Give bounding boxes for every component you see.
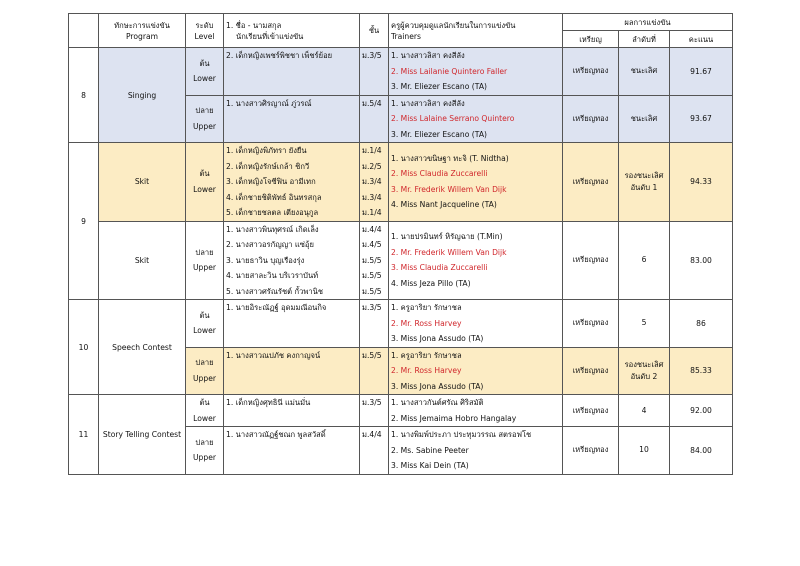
level-label: Lower xyxy=(193,74,216,84)
student-name: 2. เด็กหญิงเพชร์พิชชา เพ็ชร์ย้อย xyxy=(226,51,333,60)
trainers-cell xyxy=(389,427,563,475)
level-label: Upper xyxy=(193,453,216,463)
medal-cell: เหรียญทอง xyxy=(563,300,619,348)
rank-text: ชนะเลิศ xyxy=(630,113,658,123)
score-cell: 86 xyxy=(670,300,733,348)
medal-cell: เหรียญทอง xyxy=(563,395,619,427)
student-name: 1. นางสาวศิรญาณ์ ภู่วรณ์ xyxy=(226,98,312,108)
student-grade: ม.2/5 xyxy=(362,161,382,171)
level-label: Upper xyxy=(193,373,216,383)
students-cell xyxy=(224,95,360,143)
grades-cell xyxy=(360,143,389,222)
trainer-name: 1. นางพิมพ์ประภา ประทุมวรรณ สตรอฟโช xyxy=(391,430,532,439)
level-label: Lower xyxy=(193,184,216,194)
trainer-name: 2. Mr. Ross Harvey xyxy=(391,366,462,375)
level-label: ปลาย xyxy=(195,247,214,257)
rank-text: อันดับ 2 xyxy=(630,371,658,381)
student-grade: ม.4/4 xyxy=(362,430,382,439)
trainers-cell xyxy=(389,395,563,427)
rank-text: อันดับ 1 xyxy=(630,182,658,192)
table-row xyxy=(69,48,733,96)
student-name: 1. เด็กหญิงศุทธินี แม่นมั่น xyxy=(226,398,311,407)
student-name: 4. นายสาละวิน บริเวราบันท์ xyxy=(226,271,319,280)
trainers-cell xyxy=(389,300,563,348)
student-name: 4. เด็กชายชิติพัทธ์ อินทรสกุล xyxy=(226,192,322,202)
students-cell xyxy=(224,48,360,96)
level-label: ปลาย xyxy=(195,358,214,368)
rank-cell xyxy=(619,395,670,427)
trainer-name: 2. Miss Jemaima Hobro Hangalay xyxy=(391,413,517,423)
program-name: Skit xyxy=(99,221,186,300)
trainer-name: 2. Miss Lailanie Quintero Faller xyxy=(391,66,508,76)
rank-text: ชนะเลิศ xyxy=(630,66,658,76)
trainer-name: 3. Miss Jona Assudo (TA) xyxy=(391,381,484,391)
student-name: 2. เด็กหญิงรักษ์เกล้า ชิกวี xyxy=(226,161,310,171)
student-grade: ม.4/4 xyxy=(362,224,382,234)
trainers-cell xyxy=(389,143,563,222)
student-grade: ม.3/5 xyxy=(362,303,382,312)
header-medal: เหรียญ xyxy=(563,31,619,48)
student-grade: ม.3/4 xyxy=(362,177,382,186)
medal-cell: เหรียญทอง xyxy=(563,48,619,96)
level-label: ปลาย xyxy=(195,437,214,447)
grades-cell xyxy=(360,395,389,427)
level-label: ปลาย xyxy=(195,106,214,116)
level-cell xyxy=(186,48,224,96)
level-label: ต้น xyxy=(199,398,210,407)
level-cell xyxy=(186,143,224,222)
student-name: 1. นายอิระณัฏฐ์ อุดมมณีอนกิจ xyxy=(226,303,327,312)
rank-text: 6 xyxy=(641,255,647,265)
student-grade: ม.3/4 xyxy=(362,192,382,202)
program-name: Singing xyxy=(99,48,186,143)
header-student-name: 1. ชื่อ - นามสกุล นักเรียนที่เข้าแข่งขัน xyxy=(224,14,360,48)
program-number: 8 xyxy=(69,48,99,143)
trainer-name: 3. Miss Kai Dein (TA) xyxy=(391,461,469,470)
table-row xyxy=(69,143,733,222)
students-cell xyxy=(224,395,360,427)
medal-cell: เหรียญทอง xyxy=(563,221,619,300)
program-name: Speech Contest xyxy=(99,300,186,395)
grades-cell xyxy=(360,221,389,300)
grades-cell xyxy=(360,300,389,348)
table-row xyxy=(69,395,733,427)
score-cell: 83.00 xyxy=(670,221,733,300)
students-cell xyxy=(224,347,360,395)
trainer-name: 2. Mr. Frederik Willem Van Dijk xyxy=(391,247,507,257)
trainer-name: 1. นางสาวลิสา คงสีลัง xyxy=(391,98,465,108)
student-name: 3. เด็กหญิงโจซีฟิน อามีเทก xyxy=(226,177,316,186)
trainers-cell xyxy=(389,95,563,143)
trainer-name: 2. Ms. Sabine Peeter xyxy=(391,445,469,455)
trainer-name: 1. นายปรมินทร์ หิรัญฉาย (T.Min) xyxy=(391,232,503,242)
trainer-name: 1. นางสาวกันต์ศรัณ ศิริสมัติ xyxy=(391,398,484,407)
student-grade: ม.1/4 xyxy=(362,146,382,155)
student-grade: ม.1/4 xyxy=(362,208,382,217)
trainer-name: 4. Miss Nant Jacqueline (TA) xyxy=(391,200,497,210)
grades-cell xyxy=(360,95,389,143)
program-number: 9 xyxy=(69,143,99,300)
trainer-name: 1. ครูอาริยา รักษาชล xyxy=(391,303,462,312)
header-level: ระดับ Level xyxy=(186,14,224,48)
table-row xyxy=(69,300,733,348)
student-grade: ม.4/5 xyxy=(362,240,382,249)
student-grade: ม.5/5 xyxy=(362,286,382,296)
student-name: 5. เด็กชายชลตล เตียงอนุกูล xyxy=(226,208,319,217)
header-rank: ลำดับที่ xyxy=(619,31,670,48)
trainer-name: 1. นางสาวลิสา คงสีลัง xyxy=(391,51,465,60)
score-cell: 91.67 xyxy=(670,48,733,96)
trainer-name: 3. Mr. Frederik Willem Van Dijk xyxy=(391,184,507,194)
medal-cell: เหรียญทอง xyxy=(563,95,619,143)
trainer-name: 3. Mr. Eliezer Escano (TA) xyxy=(391,82,487,91)
level-label: Lower xyxy=(193,326,216,336)
level-cell xyxy=(186,347,224,395)
score-cell: 93.67 xyxy=(670,95,733,143)
rank-cell xyxy=(619,300,670,348)
student-name: 1. เด็กหญิงพิภัทรา ยังยืน xyxy=(226,146,307,155)
trainers-cell xyxy=(389,221,563,300)
trainer-name: 2. Miss Lalaine Serrano Quintero xyxy=(391,114,515,123)
rank-cell xyxy=(619,48,670,96)
trainer-name: 2. Miss Claudia Zuccarelli xyxy=(391,169,488,179)
level-label: ต้น xyxy=(199,310,210,320)
rank-cell xyxy=(619,427,670,475)
program-number: 10 xyxy=(69,300,99,395)
trainer-name: 3. Miss Claudia Zuccarelli xyxy=(391,263,488,273)
trainers-cell xyxy=(389,48,563,96)
student-grade: ม.5/5 xyxy=(362,255,382,265)
rank-text: รองชนะเลิศ xyxy=(624,170,664,180)
students-cell xyxy=(224,221,360,300)
trainer-name: 4. Miss Jeza Pillo (TA) xyxy=(391,278,471,288)
results-body xyxy=(69,48,733,475)
rank-cell xyxy=(619,143,670,222)
level-cell xyxy=(186,427,224,475)
student-name: 1. นางสาวพินทุศรณ์ เกิดเล็ง xyxy=(226,224,319,234)
medal-cell: เหรียญทอง xyxy=(563,347,619,395)
level-label: ต้น xyxy=(199,58,210,68)
student-grade: ม.3/5 xyxy=(362,51,382,60)
header-score: คะแนน xyxy=(670,31,733,48)
score-cell: 85.33 xyxy=(670,347,733,395)
header-trainers: ครูผู้ควบคุมดูแลนักเรียนในการแข่งขัน Trainers xyxy=(389,14,563,48)
students-cell xyxy=(224,427,360,475)
level-label: Upper xyxy=(193,263,216,273)
score-cell: 84.00 xyxy=(670,427,733,475)
student-name: 1. นางสาวณปภัช คงกาญจน์ xyxy=(226,350,321,360)
grades-cell xyxy=(360,347,389,395)
students-cell xyxy=(224,300,360,348)
trainer-name: 3. Mr. Eliezer Escano (TA) xyxy=(391,129,487,139)
score-cell: 94.33 xyxy=(670,143,733,222)
program-number: 11 xyxy=(69,395,99,475)
rank-cell xyxy=(619,221,670,300)
students-cell xyxy=(224,143,360,222)
student-grade: ม.5/5 xyxy=(362,271,382,280)
header-no xyxy=(69,14,99,48)
trainer-name: 2. Mr. Ross Harvey xyxy=(391,318,462,328)
rank-text: รองชนะเลิศ xyxy=(624,359,664,369)
trainer-name: 1. นางสาวขนิษฐา ทะจิ (T. Nidtha) xyxy=(391,153,509,163)
rank-text: 5 xyxy=(641,318,647,328)
grades-cell xyxy=(360,427,389,475)
trainer-name: 3. Miss Jona Assudo (TA) xyxy=(391,334,484,343)
results-table xyxy=(68,13,733,475)
rank-text: 4 xyxy=(641,405,647,415)
medal-cell: เหรียญทอง xyxy=(563,143,619,222)
program-name: Story Telling Contest xyxy=(99,395,186,475)
student-name: 2. นางสาวอรกัญญา แซ่อุ้ย xyxy=(226,240,314,249)
student-grade: ม.5/5 xyxy=(362,350,382,360)
rank-text: 10 xyxy=(639,445,649,455)
student-grade: ม.5/4 xyxy=(362,98,382,108)
level-cell xyxy=(186,395,224,427)
medal-cell: เหรียญทอง xyxy=(563,427,619,475)
rank-cell xyxy=(619,347,670,395)
level-label: ต้น xyxy=(199,169,210,179)
level-cell xyxy=(186,300,224,348)
trainers-cell xyxy=(389,347,563,395)
header-grade: ชั้น xyxy=(360,14,389,48)
table-row xyxy=(69,221,733,300)
grades-cell xyxy=(360,48,389,96)
level-label: Upper xyxy=(193,121,216,131)
level-cell xyxy=(186,221,224,300)
level-label: Lower xyxy=(193,413,216,423)
header-program: ทักษะการแข่งขัน Program xyxy=(99,14,186,48)
student-name: 1. นางสาวณัฏฐ์ชณก พูลสวัสดิ์ xyxy=(226,430,326,439)
student-grade: ม.3/5 xyxy=(362,398,382,407)
student-name: 5. นางสาวศรัณรัชต์ กั้วพานิช xyxy=(226,286,323,296)
level-cell xyxy=(186,95,224,143)
student-name: 3. นายธาวิน บุญเรืองรุ่ง xyxy=(226,255,305,265)
header-results: ผลการแข่งขัน xyxy=(563,14,733,31)
rank-cell xyxy=(619,95,670,143)
score-cell: 92.00 xyxy=(670,395,733,427)
trainer-name: 1. ครูอาริยา รักษาชล xyxy=(391,350,462,360)
program-name: Skit xyxy=(99,143,186,222)
